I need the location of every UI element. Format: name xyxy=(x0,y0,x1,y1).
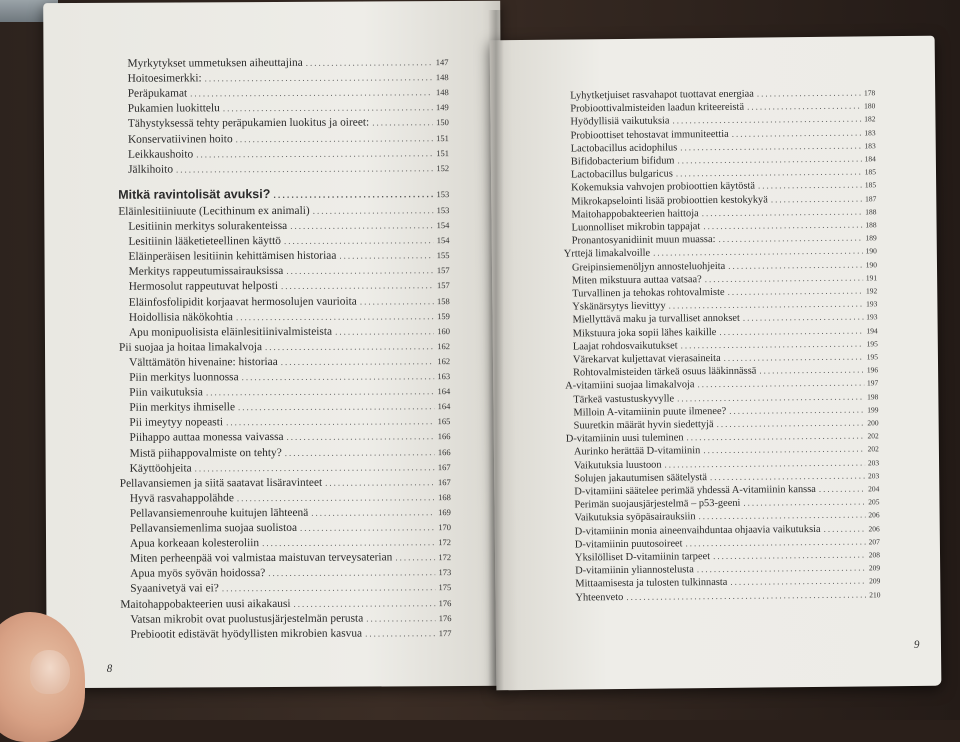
toc-entry-title: Rohtovalmisteiden tärkeä osuus lääkinnässä xyxy=(573,365,757,379)
toc-entry-title: Konservatiivinen hoito xyxy=(127,132,233,146)
toc-entry-title: Pellavansiemenrouhe kuitujen lähteenä xyxy=(129,506,309,520)
toc-leader-dots xyxy=(306,55,433,70)
toc-entry-page: 159 xyxy=(437,310,450,321)
toc-entry-page: 209 xyxy=(868,576,881,586)
toc-entry-title: Vaikutuksia syöpäsairauksiin xyxy=(574,511,696,524)
toc-entry xyxy=(129,384,450,400)
toc-leader-dots xyxy=(313,203,434,218)
toc-entry xyxy=(130,611,451,627)
toc-entry xyxy=(130,580,451,596)
toc-leader-dots xyxy=(242,369,435,384)
toc-leader-dots xyxy=(360,294,434,308)
toc-entry-page: 166 xyxy=(437,431,451,442)
toc-entry-page: 209 xyxy=(868,563,881,573)
toc-leader-dots xyxy=(196,146,433,161)
toc-entry-title: D-vitamiinin yliannostelusta xyxy=(575,564,694,577)
toc-leader-dots xyxy=(284,233,434,248)
toc-leader-dots xyxy=(222,581,436,596)
toc-entry-page: 193 xyxy=(866,312,878,322)
toc-entry xyxy=(129,414,450,430)
toc-leader-dots xyxy=(395,550,435,564)
toc-entry-page: 169 xyxy=(438,506,451,518)
toc-leader-dots xyxy=(236,131,434,146)
toc-entry-title: Yhteenveto xyxy=(575,591,624,604)
toc-entry-page: 187 xyxy=(864,193,877,204)
toc-entry-page: 151 xyxy=(436,132,449,143)
toc-entry-page: 160 xyxy=(437,325,450,336)
toc-leader-dots xyxy=(743,496,865,510)
toc-entry xyxy=(129,399,450,415)
toc-entry-title: Piin merkitys ihmiselle xyxy=(129,401,236,414)
toc-entry xyxy=(130,565,451,581)
toc-leader-dots xyxy=(190,85,433,100)
toc-entry xyxy=(130,490,451,506)
toc-leader-dots xyxy=(287,430,435,445)
toc-entry-title: Mittaamisesta ja tulosten tulkinnasta xyxy=(575,577,728,590)
toc-entry xyxy=(129,369,450,385)
toc-entry xyxy=(128,218,449,234)
toc-entry-page: 148 xyxy=(435,72,449,83)
toc-leader-dots xyxy=(339,248,433,262)
toc-entry-page: 204 xyxy=(868,484,880,494)
toc-entry-title: Laajat rohdosvaikutukset xyxy=(572,340,678,353)
toc-leader-dots xyxy=(743,311,864,325)
toc-entry-page: 152 xyxy=(436,162,450,173)
toc-entry-page: 172 xyxy=(438,537,452,548)
toc-entry-title: Syaanivetyä vai ei? xyxy=(130,582,219,596)
toc-entry-title: Lesitiinin lääketieteellinen käyttö xyxy=(128,235,281,248)
toc-entry xyxy=(130,505,451,521)
toc-entry xyxy=(129,309,450,325)
toc-entry-page: 164 xyxy=(437,401,451,412)
toc-entry-page: 188 xyxy=(865,207,877,217)
toc-entry xyxy=(129,294,450,310)
toc-leader-dots xyxy=(281,354,435,369)
book-gutter xyxy=(488,10,504,690)
toc-entry-title: Jälkihoito xyxy=(128,163,174,176)
toc-entry-title: Aurinko herättää D-vitamiinin xyxy=(573,445,701,458)
toc-entry xyxy=(129,429,450,445)
toc-entry-page: 189 xyxy=(865,233,877,243)
toc-entry xyxy=(130,445,451,461)
toc-entry xyxy=(575,588,880,604)
toc-leader-dots xyxy=(724,350,864,364)
toc-leader-dots xyxy=(286,263,434,278)
toc-entry-title: Miten perheenpää voi valmistaa maistuvan terveysaterian xyxy=(130,551,393,565)
toc-entry-title: Lactobacillus acidophilus xyxy=(570,142,678,155)
toc-entry xyxy=(130,460,451,476)
toc-entry-page: 183 xyxy=(864,141,876,151)
toc-entry-page: 157 xyxy=(436,280,450,291)
toc-entry-page: 163 xyxy=(437,371,451,382)
toc-entry-page: 158 xyxy=(436,295,450,306)
toc-entry-title: Hoidollisia näkökohtia xyxy=(128,310,233,324)
toc-leader-dots xyxy=(718,232,862,247)
toc-leader-dots xyxy=(759,364,864,378)
toc-leader-dots xyxy=(237,490,435,505)
toc-entry-title: Pii imeytyy nopeasti xyxy=(129,416,224,430)
toc-entry-title: Mikrokapselointi lisää probioottien kestokykyä xyxy=(571,194,768,208)
toc-entry-title: Välttämätön hivenaine: historiaa xyxy=(129,355,278,369)
toc-leader-dots xyxy=(710,469,865,484)
toc-entry-title: Maitohappobakteerien uusi aikakausi xyxy=(120,597,291,611)
toc-leader-dots xyxy=(236,309,434,324)
toc-entry-page: 193 xyxy=(866,299,878,309)
toc-entry-page: 148 xyxy=(435,87,449,98)
toc-entry-title: Hyödyllisiä vaikutuksia xyxy=(570,115,670,128)
toc-leader-dots xyxy=(728,258,863,272)
toc-entry xyxy=(129,324,450,340)
toc-entry-page: 151 xyxy=(436,147,450,158)
toc-entry-page: 162 xyxy=(437,355,451,367)
toc-leader-dots xyxy=(713,548,866,563)
toc-leader-dots xyxy=(365,626,436,640)
toc-entry-title: Vatsan mikrobit ovat puolustusjärjestelmän perusta xyxy=(130,612,364,626)
toc-leader-dots xyxy=(325,475,435,490)
toc-entry-title: Probioottiset tehostavat immuniteettia xyxy=(570,128,729,142)
toc-entry-title: Yksilölliset D-vitamiinin tarpeet xyxy=(574,551,711,564)
toc-entry-title: Pronantosyanidiinit muun muassa: xyxy=(571,234,716,247)
toc-entry-page: 185 xyxy=(864,167,877,177)
toc-entry-title: Piin merkitys luonnossa xyxy=(129,371,239,384)
toc-entry-page: 155 xyxy=(436,250,450,261)
toc-entry-title: Pellavansiemen ja siitä saatavat lisäravinteet xyxy=(119,476,323,490)
toc-entry-title: Eläinfosfolipidit korjaavat hermosolujen vaurioita xyxy=(128,295,357,309)
toc-leader-dots xyxy=(206,384,435,399)
toc-leader-dots xyxy=(195,460,435,475)
toc-entry xyxy=(119,339,450,355)
toc-entry-page: 206 xyxy=(868,523,880,534)
toc-leader-dots xyxy=(311,505,435,520)
toc-entry-title: Luonnolliset mikrobin tappajat xyxy=(571,221,701,234)
toc-leader-dots xyxy=(226,414,435,429)
toc-entry xyxy=(130,535,451,551)
toc-entry-title: Pukamien luokittelu xyxy=(127,102,220,116)
toc-leader-dots xyxy=(824,522,866,535)
toc-entry xyxy=(128,233,449,249)
toc-entry xyxy=(128,70,449,86)
toc-leader-dots xyxy=(757,86,861,100)
toc-entry-title: Lactobacillus bulgaricus xyxy=(570,168,673,181)
toc-entry-title: Apua korkeaan kolesteroliin xyxy=(130,537,260,550)
toc-leader-dots xyxy=(729,403,864,417)
toc-entry-title: Myrkytykset ummetuksen aiheuttajina xyxy=(127,56,303,70)
toc-entry xyxy=(118,203,449,219)
toc-entry-title: Hyvä rasvahappolähde xyxy=(129,492,234,505)
toc-entry-title: Lesitiinin merkitys solurakenteissa xyxy=(128,219,288,233)
toc-entry-page: 210 xyxy=(869,589,881,599)
toc-entry-title: Bifidobacterium bifidum xyxy=(570,155,675,168)
toc-entry-title: Apu monipuolisista eläinlesitiinivalmisteista xyxy=(128,325,333,339)
toc-leader-dots xyxy=(262,535,435,550)
toc-entry-title: Vaikutuksia luustoon xyxy=(574,459,662,472)
toc-entry-page: 150 xyxy=(436,117,449,128)
toc-leader-dots xyxy=(268,565,435,580)
toc-entry xyxy=(120,596,451,612)
toc-leader-dots xyxy=(281,279,434,294)
toc-entry-title: Turvallinen ja tehokas rohtovalmiste xyxy=(572,286,725,300)
toc-entry xyxy=(128,85,449,101)
right-page xyxy=(490,36,942,691)
toc-entry-title: Perimän suojausjärjestelmä – p53-geeni xyxy=(574,497,741,511)
toc-entry-page: 191 xyxy=(865,273,878,283)
toc-entry xyxy=(120,475,451,491)
toc-entry xyxy=(130,626,451,642)
toc-leader-dots xyxy=(366,611,435,625)
left-page-number: 8 xyxy=(106,662,113,675)
toc-entry-title: Miten mikstuura auttaa vatsaa? xyxy=(572,273,702,287)
toc-entry-page: 195 xyxy=(866,339,878,349)
toc-entry-page: 176 xyxy=(438,597,452,608)
toc-leader-dots xyxy=(730,575,866,589)
toc-entry-title: Hermosolut rappeutuvat helposti xyxy=(128,280,279,294)
toc-entry-title: Maitohappobakteerien haittoja xyxy=(571,207,699,221)
toc-leader-dots xyxy=(285,445,435,460)
toc-entry xyxy=(130,550,451,566)
toc-entry-page: 184 xyxy=(864,154,876,164)
toc-entry-title: D-vitamiinin puutosoireet xyxy=(574,538,683,551)
toc-entry-page: 173 xyxy=(438,567,452,578)
toc-leader-dots xyxy=(205,70,433,85)
toc-entry-page: 175 xyxy=(438,582,452,593)
toc-entry-title: Miellyttävä maku ja turvalliset annokset xyxy=(572,313,740,326)
toc-leader-dots xyxy=(727,284,863,298)
toc-entry-page: 176 xyxy=(438,612,452,623)
toc-leader-dots xyxy=(265,339,434,354)
toc-entry-page: 194 xyxy=(866,325,878,336)
toc-entry-title: Yskänärsytys lievittyy xyxy=(572,300,666,313)
toc-entry xyxy=(128,146,449,162)
toc-entry xyxy=(128,100,449,116)
toc-entry-page: 180 xyxy=(864,101,876,111)
toc-entry-page: 164 xyxy=(437,386,451,397)
toc-entry-title: Merkitys rappeutumissairauksissa xyxy=(128,265,284,279)
toc-leader-dots xyxy=(372,116,433,130)
toc-entry-page: 190 xyxy=(865,259,878,270)
toc-entry-page: 206 xyxy=(868,510,880,520)
toc-leader-dots xyxy=(758,179,862,193)
toc-entry-title: Värekarvat kuljettavat vierasaineita xyxy=(572,352,721,366)
toc-entry-page: 196 xyxy=(866,365,879,375)
toc-leader-dots xyxy=(300,520,435,535)
toc-entry-title: Tähystyksessä tehty peräpukamien luokitus ja oireet: xyxy=(127,116,370,131)
toc-leader-dots xyxy=(176,161,433,176)
toc-entry-page: 162 xyxy=(437,340,451,351)
toc-entry xyxy=(128,115,449,131)
toc-entry-page: 185 xyxy=(864,180,877,190)
toc-entry xyxy=(129,354,450,370)
toc-leader-dots xyxy=(717,416,865,431)
toc-entry-page: 205 xyxy=(868,497,880,507)
toc-entry xyxy=(128,131,449,147)
toc-entry-title: Kokemuksia vahvojen probioottien käytöstä xyxy=(571,180,756,194)
toc-entry-page: 190 xyxy=(865,246,877,256)
toc-entry-title: Apua myös syövän hoidossa? xyxy=(130,567,266,581)
toc-entry-title: Mistä piihappovalmiste on tehty? xyxy=(129,446,282,460)
toc-entry-title: Yrttejä limakalvoille xyxy=(563,248,651,260)
toc-entry-title: Solujen jakautumisen säätelystä xyxy=(574,471,708,485)
toc-entry-title: Piihappo auttaa monessa vaivassa xyxy=(129,431,284,445)
toc-entry-page: 195 xyxy=(866,352,878,362)
toc-entry-title: Milloin A-vitamiinin puute ilmenee? xyxy=(573,405,727,419)
toc-leader-dots xyxy=(626,588,866,604)
toc-entry-page: 154 xyxy=(436,235,450,246)
toc-entry-page: 170 xyxy=(438,522,451,533)
toc-entry-page: 157 xyxy=(436,265,450,276)
toc-entry-page: 203 xyxy=(867,471,880,481)
toc-entry-title: Suuretkin määrät hyvin siedettyjä xyxy=(573,419,714,432)
toc-entry-page: 147 xyxy=(435,57,449,68)
toc-entry-page: 197 xyxy=(866,378,879,388)
toc-leader-dots xyxy=(747,100,861,114)
toc-leader-dots xyxy=(294,596,436,611)
thumbnail-nail xyxy=(30,650,70,694)
toc-entry-page: 167 xyxy=(437,461,451,472)
toc-entry-title: Eläinperäisen lesitiinin kehittämisen historiaa xyxy=(128,249,337,263)
toc-entry-page: 207 xyxy=(868,537,880,547)
toc-entry-page: 198 xyxy=(867,391,879,402)
right-page-number: 9 xyxy=(913,638,920,651)
toc-entry-page: 182 xyxy=(864,114,876,124)
toc-entry-page: 203 xyxy=(867,457,880,468)
left-page xyxy=(43,1,504,688)
toc-leader-dots xyxy=(238,399,435,414)
toc-entry-title: Pellavansiemenlima suojaa suolistoa xyxy=(129,521,298,535)
toc-leader-dots xyxy=(223,100,433,115)
toc-entry xyxy=(128,161,449,177)
toc-entry xyxy=(129,248,450,264)
toc-entry-page: 154 xyxy=(436,220,450,231)
toc-leader-dots xyxy=(273,187,433,202)
toc-entry-title: Eläinlesitiiniuute (Lecithinum ex animali) xyxy=(118,204,310,218)
toc-entry-title: Prebiootit edistävät hyödyllisten mikrobien kasvua xyxy=(130,627,363,641)
toc-entry-title: Tärkeä vastustuskyvylle xyxy=(573,393,675,406)
toc-entry-page: 165 xyxy=(437,416,451,427)
toc-entry xyxy=(130,520,451,536)
toc-entry-page: 202 xyxy=(867,431,879,441)
toc-entry-page: 199 xyxy=(867,405,879,415)
toc-leader-dots xyxy=(719,324,863,339)
toc-entry-page: 192 xyxy=(865,286,878,296)
toc-entry xyxy=(118,186,449,203)
toc-entry-page: 178 xyxy=(863,88,876,98)
toc-leader-dots xyxy=(771,192,862,206)
toc-leader-dots xyxy=(732,126,862,140)
toc-entry-title: Peräpukamat xyxy=(127,87,188,100)
toc-entry-title: Probioottivalmisteiden laadun kriteereistä xyxy=(570,101,745,115)
toc-entry-page: 188 xyxy=(865,220,877,230)
toc-entry-title: D-vitamiinin monia aineenvaihduntaa ohjaavia vaikutuksia xyxy=(574,523,821,538)
toc-entry-title: D-vitamiini säätelee perimää yhdessä A-vitamiinin kanssa xyxy=(574,483,816,498)
toc-entry-title: Käyttöohjeita xyxy=(129,462,192,475)
toc-entry-page: 202 xyxy=(867,444,879,454)
toc-entry-page: 166 xyxy=(437,446,451,457)
toc-entry xyxy=(129,263,450,279)
toc-entry xyxy=(127,55,448,71)
toc-entry-title: A-vitamiini suojaa limakalvoja xyxy=(565,379,695,392)
toc-entry-title: Greipinsiemenöljyn annosteluohjeita xyxy=(571,260,726,274)
toc-entry-page: 172 xyxy=(438,552,452,563)
toc-entry-page: 153 xyxy=(436,204,450,216)
toc-entry-page: 177 xyxy=(438,627,452,638)
toc-entry-title: Mikstuura joka sopii lähes kaikille xyxy=(572,326,717,340)
toc-entry-page: 167 xyxy=(437,476,451,487)
toc-entry-title: D-vitamiinin uusi tuleminen xyxy=(565,432,684,445)
toc-entry-title: Piin vaikutuksia xyxy=(129,386,204,399)
toc-entry-title: Mitkä ravintolisät avuksi? xyxy=(118,186,271,202)
toc-leader-dots xyxy=(290,218,434,233)
toc-entry xyxy=(129,278,450,294)
toc-entry-page: 208 xyxy=(868,550,881,560)
toc-entry-title: Hoitoesimerkki: xyxy=(127,72,202,85)
toc-entry-title: Lyhytketjuiset rasvahapot tuottavat energiaa xyxy=(570,88,754,102)
toc-entry-page: 183 xyxy=(864,127,876,138)
toc-entry-page: 153 xyxy=(436,188,450,199)
toc-entry-page: 149 xyxy=(435,102,449,113)
toc-leader-dots xyxy=(335,324,434,339)
toc-entry-title: Leikkaushoito xyxy=(127,148,194,161)
toc-entry-title: Pii suojaa ja hoitaa limakalvoja xyxy=(118,340,263,354)
toc-entry-page: 200 xyxy=(867,418,879,428)
toc-leader-dots xyxy=(819,482,865,495)
toc-entry-page: 168 xyxy=(438,491,451,502)
